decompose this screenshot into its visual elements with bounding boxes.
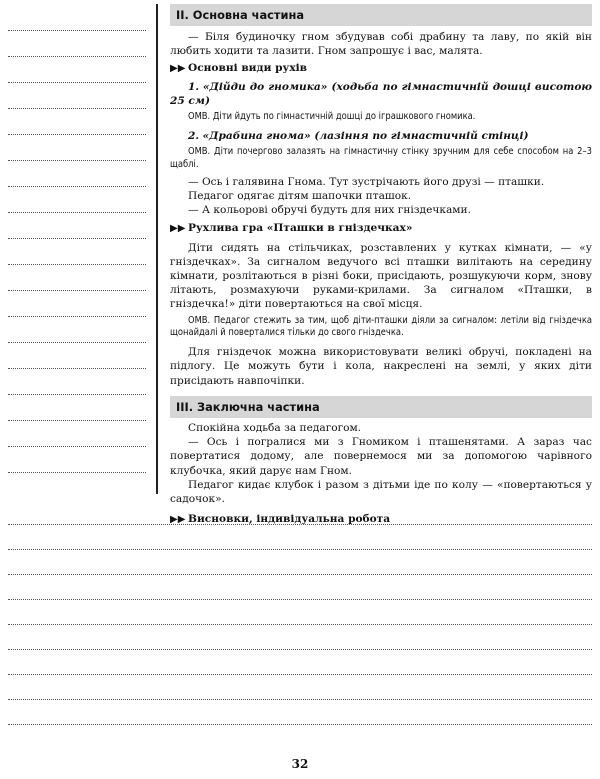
lesson-content xyxy=(170,4,592,527)
teacher-action: Педагог одягає дітям шапочки пташок. xyxy=(188,190,412,203)
intro-paragraph: — Біля будиночку гном збудував собі драбину та лаву, по якій він любить ходити та лазити. Гном запрошує і вас, малята. xyxy=(170,31,592,58)
writing-line xyxy=(8,674,592,675)
movements-heading xyxy=(170,61,592,76)
note-line xyxy=(8,56,146,57)
conclusions-heading xyxy=(170,512,592,527)
walk-line: Спокійна ходьба за педагогом. xyxy=(188,422,362,435)
page-number: 32 xyxy=(291,757,309,771)
note-line xyxy=(8,264,146,265)
movements-heading-text: Основні види рухів xyxy=(188,61,308,74)
game-heading-text: Рухлива гра «Пташки в гніздечках» xyxy=(188,222,413,235)
note-line xyxy=(8,134,146,135)
note-line xyxy=(8,368,146,369)
writing-line xyxy=(8,724,592,725)
note-line xyxy=(8,82,146,83)
closing-speech: — Ось і погралися ми з Гномиком і пташенятами. А зараз час повертатися додому, але повернемося ми за допомогою чарівного клубочка, який дарує нам Гном. xyxy=(170,436,592,477)
writing-line xyxy=(8,649,592,650)
game-heading xyxy=(170,221,592,236)
exercise-2-title: 2. «Драбина гнома» (лазіння по гімнастичній стінці) xyxy=(188,130,529,143)
writing-line xyxy=(8,549,592,550)
double-arrow-icon: ▶▶ xyxy=(170,62,186,74)
note-line xyxy=(8,160,146,161)
note-line xyxy=(8,290,146,291)
game-omv: ОМВ. Педагог стежить за тим, щоб діти-пташки діяли за сигналом: летіли від гніздечка щонайдалі й поверталися тільки до свого гніздечка. xyxy=(170,314,592,339)
note-line xyxy=(8,30,146,31)
note-line xyxy=(8,342,146,343)
conclusions-heading-text: Висновки, індивідуальна робота xyxy=(188,513,391,526)
double-arrow-icon: ▶▶ xyxy=(170,223,186,235)
section-3-title: III. Заключна частина xyxy=(170,396,592,418)
game-description: Діти сидять на стільчиках, розставлених у кутках кімнати, — «у гніздечках». За сигналом ведучого всі пташки вилітають на середину кімнати, розлітаються в різні боки, присідають, розшукуючи корм, знову літають, розмахуючи руками-крилами. За сигналом «Пташки, в гніздечка!» діти повертаються на свої місця. xyxy=(170,241,592,311)
note-line xyxy=(8,316,146,317)
margin-divider xyxy=(156,4,158,494)
exercise-1-omv: ОМВ. Діти йдуть по гімнастичній дошці до іграшкового гномика. xyxy=(188,111,476,123)
note-line xyxy=(8,108,146,109)
section-2-title: II. Основна частина xyxy=(170,4,592,26)
note-line xyxy=(8,212,146,213)
note-line xyxy=(8,238,146,239)
note-line xyxy=(8,446,146,447)
note-line xyxy=(8,472,146,473)
writing-line xyxy=(8,599,592,600)
writing-line xyxy=(8,524,592,525)
note-line xyxy=(8,186,146,187)
closing-action: Педагог кидає клубок і разом з дітьми іде по колу — «повертаються у садочок». xyxy=(170,478,592,506)
dialogue-line: — Ось і галявина Гнома. Тут зустрічають його друзі — пташки. xyxy=(188,175,545,188)
writing-line xyxy=(8,624,592,625)
writing-line xyxy=(8,699,592,700)
exercise-1-title: 1. «Дійди до гномика» (ходьба по гімнастичній дошці висотою 25 см) xyxy=(170,80,592,108)
left-notes-margin xyxy=(0,0,160,779)
game-note: Для гніздечок можна використовувати великі обручі, покладені на підлогу. Це можуть бути і кола, накреслені на землі, у яких діти присідають навпочіпки. xyxy=(170,346,592,387)
writing-line xyxy=(8,574,592,575)
note-line xyxy=(8,420,146,421)
dialogue-line: — А кольорові обручі будуть для них гніздечками. xyxy=(188,204,471,217)
exercise-2-omv: ОМВ. Діти почергово залазять на гімнастичну стінку зручним для себе способом на 2–3 щаблі. xyxy=(170,146,592,171)
double-arrow-icon: ▶▶ xyxy=(170,514,186,526)
note-line xyxy=(8,394,146,395)
